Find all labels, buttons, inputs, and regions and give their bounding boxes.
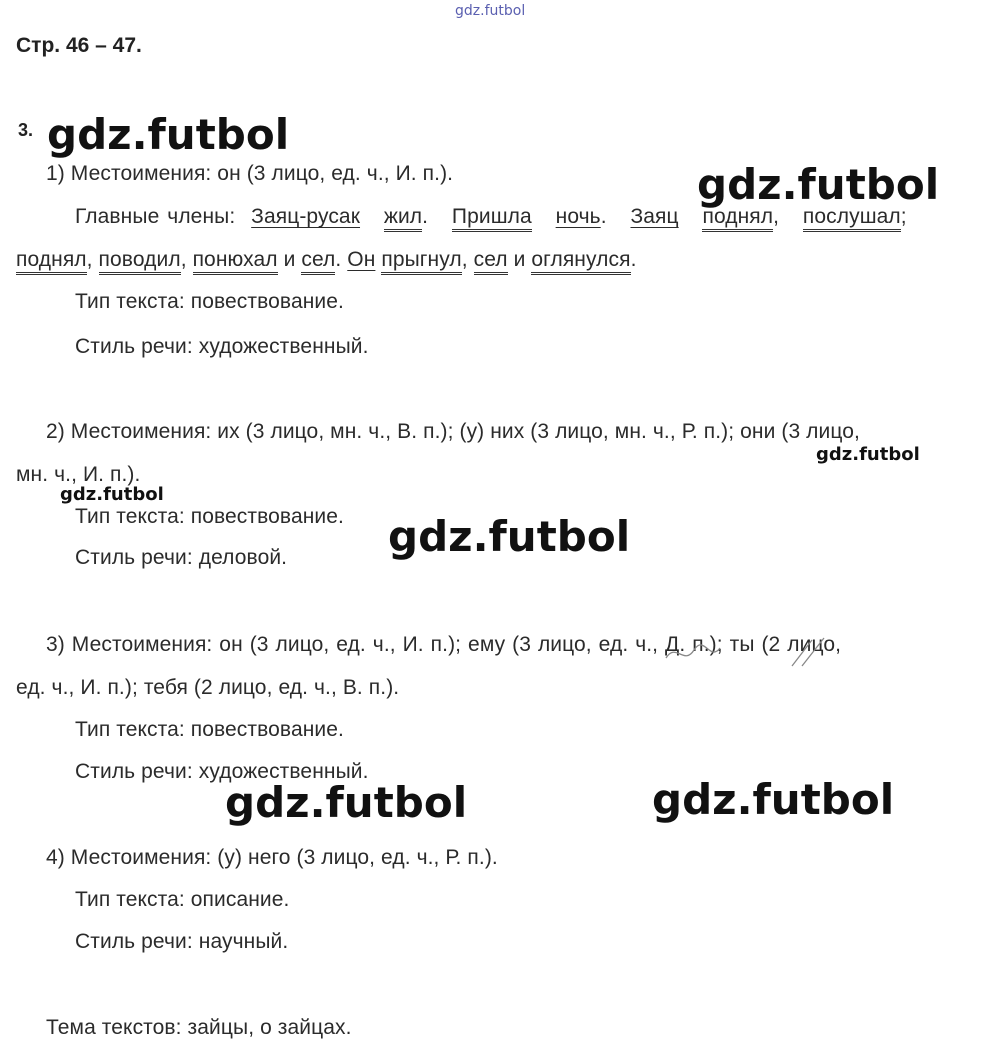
watermark-large-4: gdz.futbol (225, 778, 468, 827)
item1-text-type: Тип текста: повествование. (75, 290, 344, 313)
conjunction-i-2: и (513, 248, 526, 271)
subject-noch: ночь (555, 205, 601, 228)
item3-pronouns-line1: 3) Местоимения: он (3 лицо, ед. ч., И. п.); ему (3 лицо, ед. ч., Д. п.); ты (2 лицо, (46, 633, 842, 656)
item3-speech-style: Стиль речи: художественный. (75, 760, 369, 783)
item4-speech-style: Стиль речи: научный. (75, 930, 289, 953)
item1-main-members-line2: поднял, поводил, понюхал и сел. Он прыгнул, сел и оглянулся. (16, 248, 637, 272)
predicate-oglyanulsya: оглянулся (531, 248, 630, 275)
predicate-podnyal-1: поднял (702, 205, 773, 232)
subject-on: Он (347, 248, 376, 271)
watermark-top: gdz.futbol (455, 3, 526, 19)
subject-zayats-rusak: Заяц-русак (251, 205, 361, 228)
conjunction-i: и (283, 248, 296, 271)
exercise-number: 3. (18, 120, 34, 140)
main-members-label: Главные члены: (75, 205, 236, 228)
predicate-poslushal: послушал (803, 205, 901, 232)
watermark-large-2: gdz.futbol (697, 160, 940, 209)
item1-pronouns: 1) Местоимения: он (3 лицо, ед. ч., И. п.). (46, 162, 454, 185)
item3-pronouns-line2: ед. ч., И. п.); тебя (2 лицо, ед. ч., В. п.). (16, 676, 400, 699)
predicate-povodil: поводил (99, 248, 181, 275)
item2-text-type: Тип текста: повествование. (75, 505, 344, 528)
texts-theme: Тема текстов: зайцы, о зайцах. (46, 1016, 352, 1039)
item1-speech-style: Стиль речи: художественный. (75, 335, 369, 358)
watermark-small-1: gdz.futbol (816, 444, 920, 465)
predicate-prishla: Пришла (452, 205, 532, 232)
watermark-small-2: gdz.futbol (60, 484, 164, 505)
item2-pronouns-line2: мн. ч., И. п.). (16, 463, 141, 486)
item4-text-type: Тип текста: описание. (75, 888, 290, 911)
item2-pronouns-line1: 2) Местоимения: их (3 лицо, мн. ч., В. п.); (у) них (3 лицо, мн. ч., Р. п.); они (3 лицо, (46, 420, 860, 443)
item3-text-type: Тип текста: повествование. (75, 718, 344, 741)
item1-main-members-line1: Главные члены: Заяц-русак жил. Пришла ночь. Заяц поднял, послушал; (75, 205, 907, 229)
watermark-large-3: gdz.futbol (388, 512, 631, 561)
item2-speech-style: Стиль речи: деловой. (75, 546, 288, 569)
watermark-large-5: gdz.futbol (652, 775, 895, 824)
watermark-large-1: gdz.futbol (47, 110, 290, 159)
item4-pronouns: 4) Местоимения: (у) него (3 лицо, ед. ч., Р. п.). (46, 846, 498, 869)
predicate-podnyal-2: поднял (16, 248, 87, 275)
subject-zayats: Заяц (630, 205, 679, 228)
predicate-sel-1: сел (301, 248, 335, 275)
predicate-prygnul: прыгнул (381, 248, 461, 275)
predicate-zhil: жил (384, 205, 422, 232)
predicate-sel-2: сел (474, 248, 508, 275)
predicate-ponyuhal: понюхал (193, 248, 278, 275)
page-header: Стр. 46 – 47. (16, 34, 142, 57)
pen-scribble (662, 632, 842, 672)
